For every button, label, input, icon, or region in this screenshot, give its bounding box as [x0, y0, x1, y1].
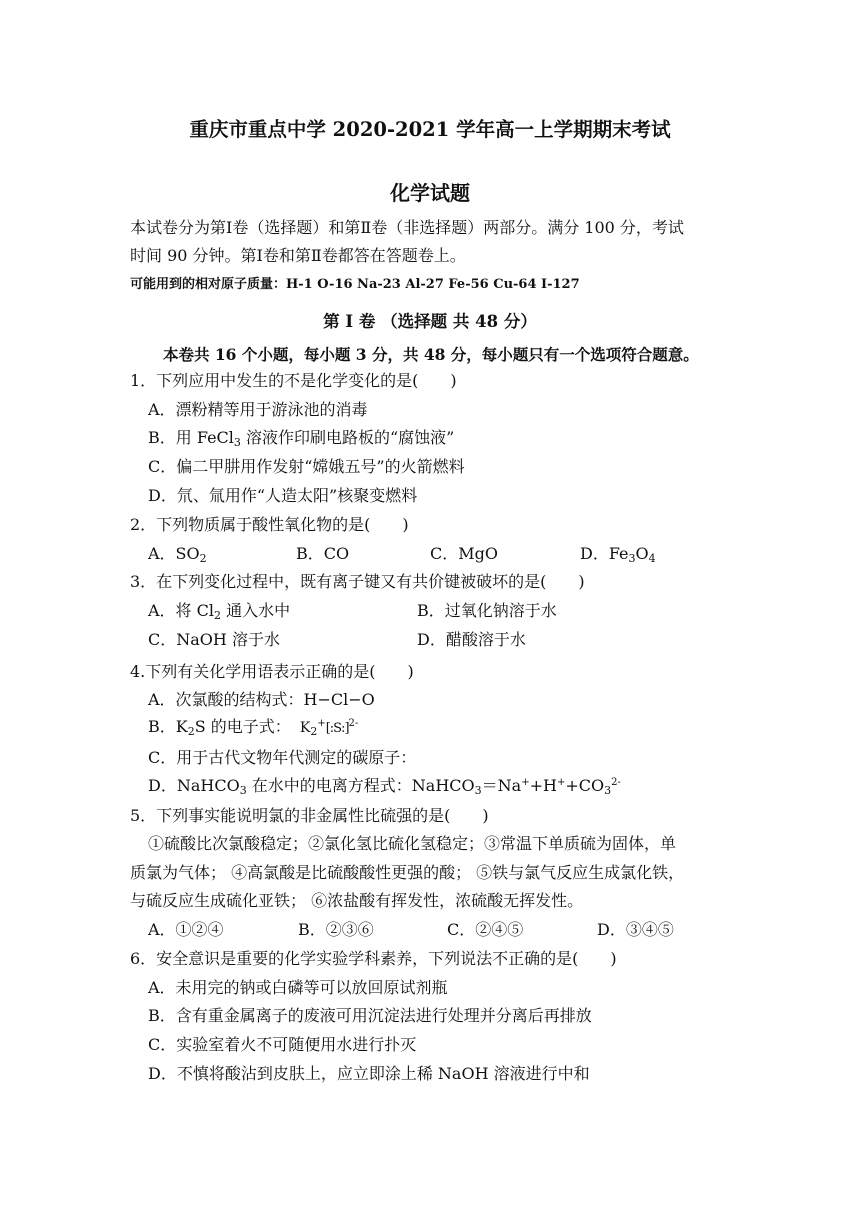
exam-title: 重庆市重点中学 2020-2021 学年高一上学期期末考试 [189, 118, 671, 141]
q2-d-text: D．Fe [580, 544, 629, 563]
q1-b-sub: 3 [233, 436, 241, 449]
q6-stem: 6．安全意识是重要的化学实验学科素养，下列说法不正确的是( ) [130, 949, 617, 968]
q4-b-sub: 2 [187, 725, 195, 738]
q5-option-d: D．③④⑤ [597, 920, 674, 939]
q2-stem: 2．下列物质属于酸性氧化物的是( ) [130, 515, 409, 534]
q4-d-sup-1: + [521, 777, 530, 788]
q2-d-text-2: O [635, 544, 649, 563]
formula-k-sub: 2 [310, 725, 318, 738]
q3-a-text-2: 通入水中 [221, 601, 291, 620]
q2-a-sub: 2 [199, 552, 207, 565]
formula-k-sup: + [317, 718, 326, 729]
formula-sulfide: [:S:] [325, 721, 349, 736]
q6-option-d: D．不慎将酸沾到皮肤上，应立即涂上稀 NaOH 溶液进行中和 [148, 1064, 590, 1083]
q4-option-a: A．次氯酸的结构式：H−Cl−O [148, 690, 375, 709]
q5-option-c: C．②④⑤ [447, 920, 524, 939]
q2-d-sub-1: 3 [628, 552, 636, 565]
q2-option-d [580, 544, 656, 564]
potassium-sulfide-formula [300, 720, 358, 736]
q4-d-text: D．NaHCO [148, 776, 240, 795]
q5-line-2: 质氯为气体； ④高氯酸是比硫酸酸性更强的酸； ⑤铁与氯气反应生成氯化铁， [130, 863, 685, 882]
q3-option-b: B．过氧化钠溶于水 [417, 601, 557, 620]
q2-a-text: A．SO [148, 544, 200, 563]
q3-option-a [148, 601, 290, 621]
q5-option-b: B．②③⑥ [298, 920, 374, 939]
q3-option-d: D．醋酸溶于水 [417, 630, 526, 649]
q2-option-c: C．MgO [430, 544, 498, 563]
q5-option-a: A．①②④ [148, 920, 224, 939]
q5-line-1: ①硫酸比次氯酸稳定；②氯化氢比硫化氢稳定；③常温下单质硫为固体，单 [148, 834, 677, 853]
q5-line-3: 与硫反应生成硫化亚铁； ⑥浓盐酸有挥发性，浓硫酸无挥发性。 [130, 891, 584, 910]
q4-d-sup-3: 2- [611, 777, 621, 788]
q4-option-d [148, 776, 621, 796]
section-instructions: 本卷共 16 个小题，每小题 3 分，共 48 分，每小题只有一个选项符合题意。 [163, 345, 699, 364]
q4-d-sub: 3 [239, 784, 247, 797]
q6-option-c: C．实验室着火不可随便用水进行扑灭 [148, 1035, 417, 1054]
q1-option-d: D．氘、氚用作“人造太阳”核聚变燃料 [148, 486, 418, 505]
q5-stem: 5．下列事实能说明氯的非金属性比硫强的是( ) [130, 806, 489, 825]
q3-a-text: A．将 Cl [148, 601, 215, 620]
q4-d-sub-2: 3 [474, 784, 482, 797]
q3-stem: 3．在下列变化过程中，既有离子键又有共价键被破坏的是( ) [130, 572, 585, 591]
q4-option-c: C．用于古代文物年代测定的碳原子： [148, 748, 417, 767]
q3-option-c: C．NaOH 溶于水 [148, 630, 280, 649]
q4-d-text-4: +H [529, 776, 557, 795]
q1-b-text-2: 溶液作印刷电路板的“腐蚀液” [240, 428, 455, 447]
q4-d-text-5: +CO [565, 776, 605, 795]
q4-stem: 4.下列有关化学用语表示正确的是( ) [130, 662, 414, 681]
q4-d-text-3: ＝Na [481, 776, 522, 795]
intro-line-1: 本试卷分为第Ⅰ卷（选择题）和第Ⅱ卷（非选择题）两部分。满分 100 分，考试 [130, 218, 684, 237]
q2-d-sub-2: 4 [648, 552, 656, 565]
q6-option-b: B．含有重金属离子的废液可用沉淀法进行处理并分离后再排放 [148, 1006, 592, 1025]
q1-option-a: A．漂粉精等用于游泳池的消毒 [148, 400, 368, 419]
exam-subtitle: 化学试题 [390, 181, 470, 205]
formula-k: K [299, 720, 311, 736]
q3-a-sub: 2 [214, 609, 222, 622]
q2-option-b: B．CO [296, 544, 350, 563]
q1-b-text: B．用 FeCl [148, 428, 234, 447]
section-title: 第 I 卷 （选择题 共 48 分） [323, 312, 537, 331]
formula-sulfide-sup: 2- [348, 718, 359, 729]
q4-d-sup-2: + [556, 777, 566, 788]
q1-option-b [148, 428, 454, 448]
atomic-masses: 可能用到的相对原子质量：H-1 O-16 Na-23 Al-27 Fe-56 Cu-64 I-127 [130, 277, 580, 292]
q4-d-sub-3: 3 [604, 784, 612, 797]
q1-stem: 1．下列应用中发生的不是化学变化的是( ) [130, 371, 457, 390]
q4-d-text-2: 在水中的电离方程式：NaHCO [246, 776, 475, 795]
q4-option-b [148, 717, 358, 739]
q1-option-c: C．偏二甲肼用作发射“嫦娥五号”的火箭燃料 [148, 457, 465, 476]
q4-b-text-2: S 的电子式： [194, 717, 291, 736]
q6-option-a: A．未用完的钠或白磷等可以放回原试剂瓶 [148, 978, 448, 997]
intro-line-2: 时间 90 分钟。第Ⅰ卷和第Ⅱ卷都答在答题卷上。 [130, 246, 466, 265]
q4-b-text: B．K [148, 717, 188, 736]
q2-option-a [148, 544, 207, 564]
